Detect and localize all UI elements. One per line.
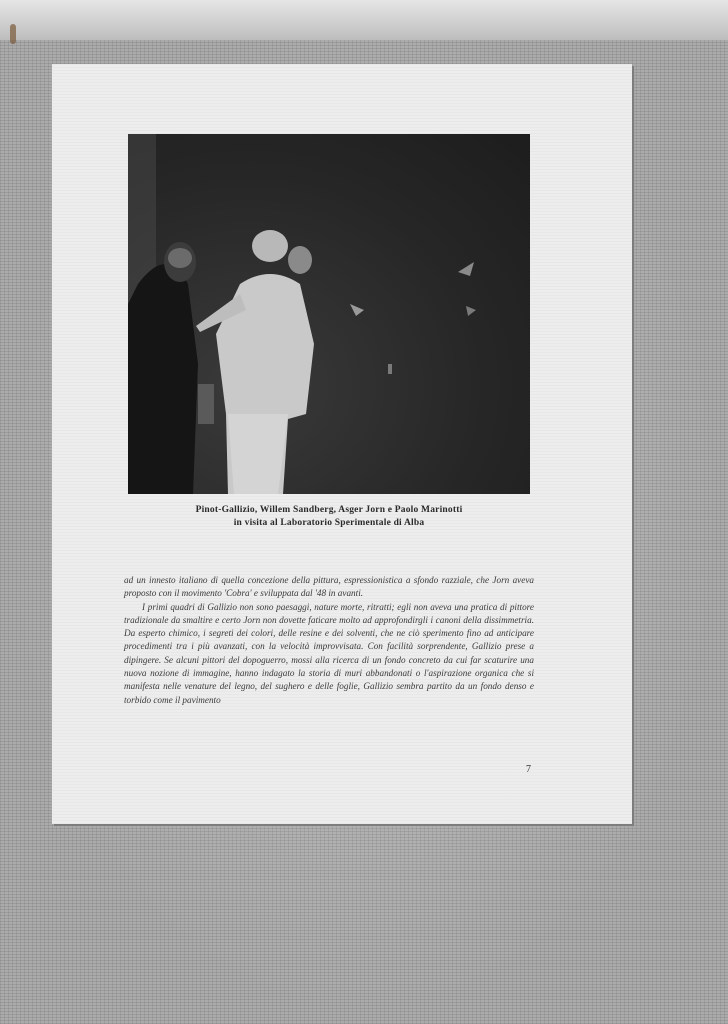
article-body <box>124 574 534 707</box>
paragraph-1: ad un innesto italiano di quella concezione della pittura, espressionistica a sfondo razziale, che Jorn aveva proposto con il movimento 'Cobra' e sviluppata dal '48 in avanti. <box>124 575 534 599</box>
paragraph-2: I primi quadri di Gallizio non sono paesaggi, nature morte, ritratti; egli non aveva una pratica di pittore tradizionale da smaltire e certo Jorn non dovette faticare molto ad approfondirgli i canoni della dissimmetria. Da esperto chimico, i segreti dei colori, delle resine e dei solventi, che ne ciò sperimento fino ad anticipare procedimenti tra i più avanzati, con la velocità improvvisata. Con facilità sorprendente, Gallizio prese a dipingere. Se alcuni pittori del dopoguerro, mossi alla ricerca di un fondo concreto da cui far scaturire una nuova nozione di immagine, hanno indagato la storia di muri abbandonati o l'aspirazione organica che si manifesta nelle venature del legno, del sughero e delle foglie, Gallizio sembra partito da un fondo denso e torbido come il pavimento <box>124 601 534 705</box>
page-number: 7 <box>526 764 531 775</box>
photograph-of-people-in-exhibition-icon <box>128 134 530 494</box>
photo-caption <box>128 504 530 530</box>
caption-line-1: Pinot-Gallizio, Willem Sandberg, Asger Jorn e Paolo Marinotti <box>195 505 463 515</box>
caption-line-2: in visita al Laboratorio Sperimentale di Alba <box>233 518 425 528</box>
document-page <box>52 64 632 824</box>
exhibition-photo <box>128 134 530 494</box>
scanner-edge <box>0 0 728 40</box>
rust-mark <box>10 24 16 44</box>
